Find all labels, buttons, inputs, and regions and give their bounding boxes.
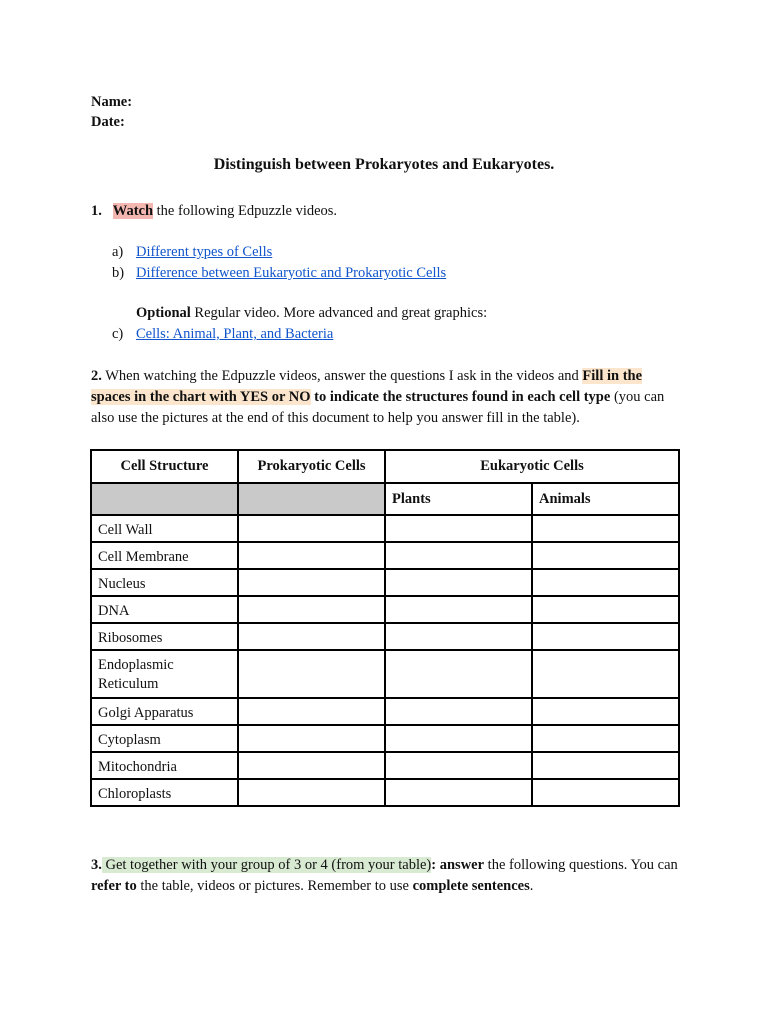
grey-cell — [238, 483, 385, 515]
question-1-number: 1. — [91, 203, 102, 219]
question-3-number: 3. — [91, 857, 102, 873]
answer-cell[interactable] — [385, 623, 532, 650]
row-label: Golgi Apparatus — [91, 698, 238, 725]
answer-cell[interactable] — [238, 596, 385, 623]
table-row — [91, 698, 679, 725]
row-label: Endoplasmic Reticulum — [91, 650, 238, 698]
answer-cell[interactable] — [532, 569, 679, 596]
optional-label: Optional — [136, 305, 191, 321]
list-item — [112, 244, 123, 261]
fill-in-highlight: Fill in the spaces in the chart with YES or NO — [91, 368, 643, 405]
link-eukaryotic-vs-prokaryotic[interactable]: Difference between Eukaryotic and Prokaryotic Cells — [136, 265, 447, 281]
question-2 — [91, 366, 683, 429]
answer-bold: answer — [436, 857, 485, 873]
answer-cell[interactable] — [385, 725, 532, 752]
answer-cell[interactable] — [238, 542, 385, 569]
answer-cell[interactable] — [532, 698, 679, 725]
header-plants: Plants — [385, 483, 532, 515]
list-marker: b) — [112, 265, 125, 281]
row-label: Nucleus — [91, 569, 238, 596]
table-row — [91, 623, 679, 650]
answer-cell[interactable] — [385, 596, 532, 623]
row-label: DNA — [91, 596, 238, 623]
header-eukaryotic: Eukaryotic Cells — [385, 450, 679, 483]
question-3-text: the following questions. You can — [484, 857, 678, 873]
answer-cell[interactable] — [238, 650, 385, 698]
answer-cell[interactable] — [238, 779, 385, 806]
question-3-text-2: the table, videos or pictures. Remember to use — [136, 878, 413, 894]
list-item — [112, 265, 124, 282]
answer-cell[interactable] — [385, 752, 532, 779]
list-marker: a) — [112, 244, 124, 260]
answer-cell[interactable] — [385, 515, 532, 542]
question-2-note: (you can also use the pictures at the end of this document to help you answer fill in the table). — [91, 389, 665, 426]
question-1 — [91, 203, 337, 220]
table-row — [91, 596, 679, 623]
table-row — [91, 752, 679, 779]
question-3-colon: : — [431, 857, 437, 873]
answer-cell[interactable] — [532, 725, 679, 752]
answer-cell[interactable] — [238, 725, 385, 752]
row-label: Cell Membrane — [91, 542, 238, 569]
answer-cell[interactable] — [238, 569, 385, 596]
grey-cell — [91, 483, 238, 515]
answer-cell[interactable] — [532, 752, 679, 779]
answer-cell[interactable] — [385, 542, 532, 569]
row-label: Mitochondria — [91, 752, 238, 779]
answer-cell[interactable] — [238, 698, 385, 725]
question-3-period: . — [529, 878, 534, 894]
table-row — [91, 542, 679, 569]
table-row — [91, 569, 679, 596]
table-row — [91, 779, 679, 806]
row-label: Chloroplasts — [91, 779, 238, 806]
group-highlight: Get together with your group of 3 or 4 (from your table) — [101, 857, 432, 873]
link-different-types-of-cells[interactable]: Different types of Cells — [136, 244, 273, 260]
question-2-bold: to indicate the structures found in each cell type — [310, 389, 611, 405]
answer-cell[interactable] — [238, 515, 385, 542]
link-cells-animal-plant-bacteria[interactable]: Cells: Animal, Plant, and Bacteria — [136, 326, 334, 342]
answer-cell[interactable] — [532, 623, 679, 650]
answer-cell[interactable] — [532, 515, 679, 542]
answer-cell[interactable] — [385, 569, 532, 596]
table-row — [91, 515, 679, 542]
answer-cell[interactable] — [532, 542, 679, 569]
watch-highlight: Watch — [112, 203, 154, 219]
question-2-number: 2. — [91, 368, 102, 384]
answer-cell[interactable] — [385, 779, 532, 806]
row-label: Cell Wall — [91, 515, 238, 542]
question-3 — [91, 855, 683, 897]
complete-sentences-bold: complete sentences — [412, 878, 530, 894]
cell-structure-table — [90, 449, 680, 807]
answer-cell[interactable] — [532, 650, 679, 698]
header-animals: Animals — [532, 483, 679, 515]
name-label: Name: — [91, 94, 133, 110]
optional-note — [136, 305, 487, 322]
refer-to-bold: refer to — [91, 878, 137, 894]
header-prokaryotic: Prokaryotic Cells — [238, 450, 385, 483]
answer-cell[interactable] — [385, 650, 532, 698]
answer-cell[interactable] — [385, 698, 532, 725]
list-marker: c) — [112, 326, 124, 342]
answer-cell[interactable] — [532, 596, 679, 623]
row-label: Cytoplasm — [91, 725, 238, 752]
table-row — [91, 650, 679, 698]
question-2-text: When watching the Edpuzzle videos, answer the questions I ask in the videos and — [101, 368, 583, 384]
answer-cell[interactable] — [238, 623, 385, 650]
list-item — [112, 326, 123, 343]
document-title: Distinguish between Prokaryotes and Eukaryotes. — [213, 156, 555, 173]
header-cell-structure: Cell Structure — [91, 450, 238, 483]
answer-cell[interactable] — [532, 779, 679, 806]
table-row — [91, 725, 679, 752]
answer-cell[interactable] — [238, 752, 385, 779]
optional-text: Regular video. More advanced and great graphics: — [190, 305, 488, 321]
date-label: Date: — [91, 114, 125, 130]
row-label: Ribosomes — [91, 623, 238, 650]
question-1-text: the following Edpuzzle videos. — [153, 203, 338, 219]
